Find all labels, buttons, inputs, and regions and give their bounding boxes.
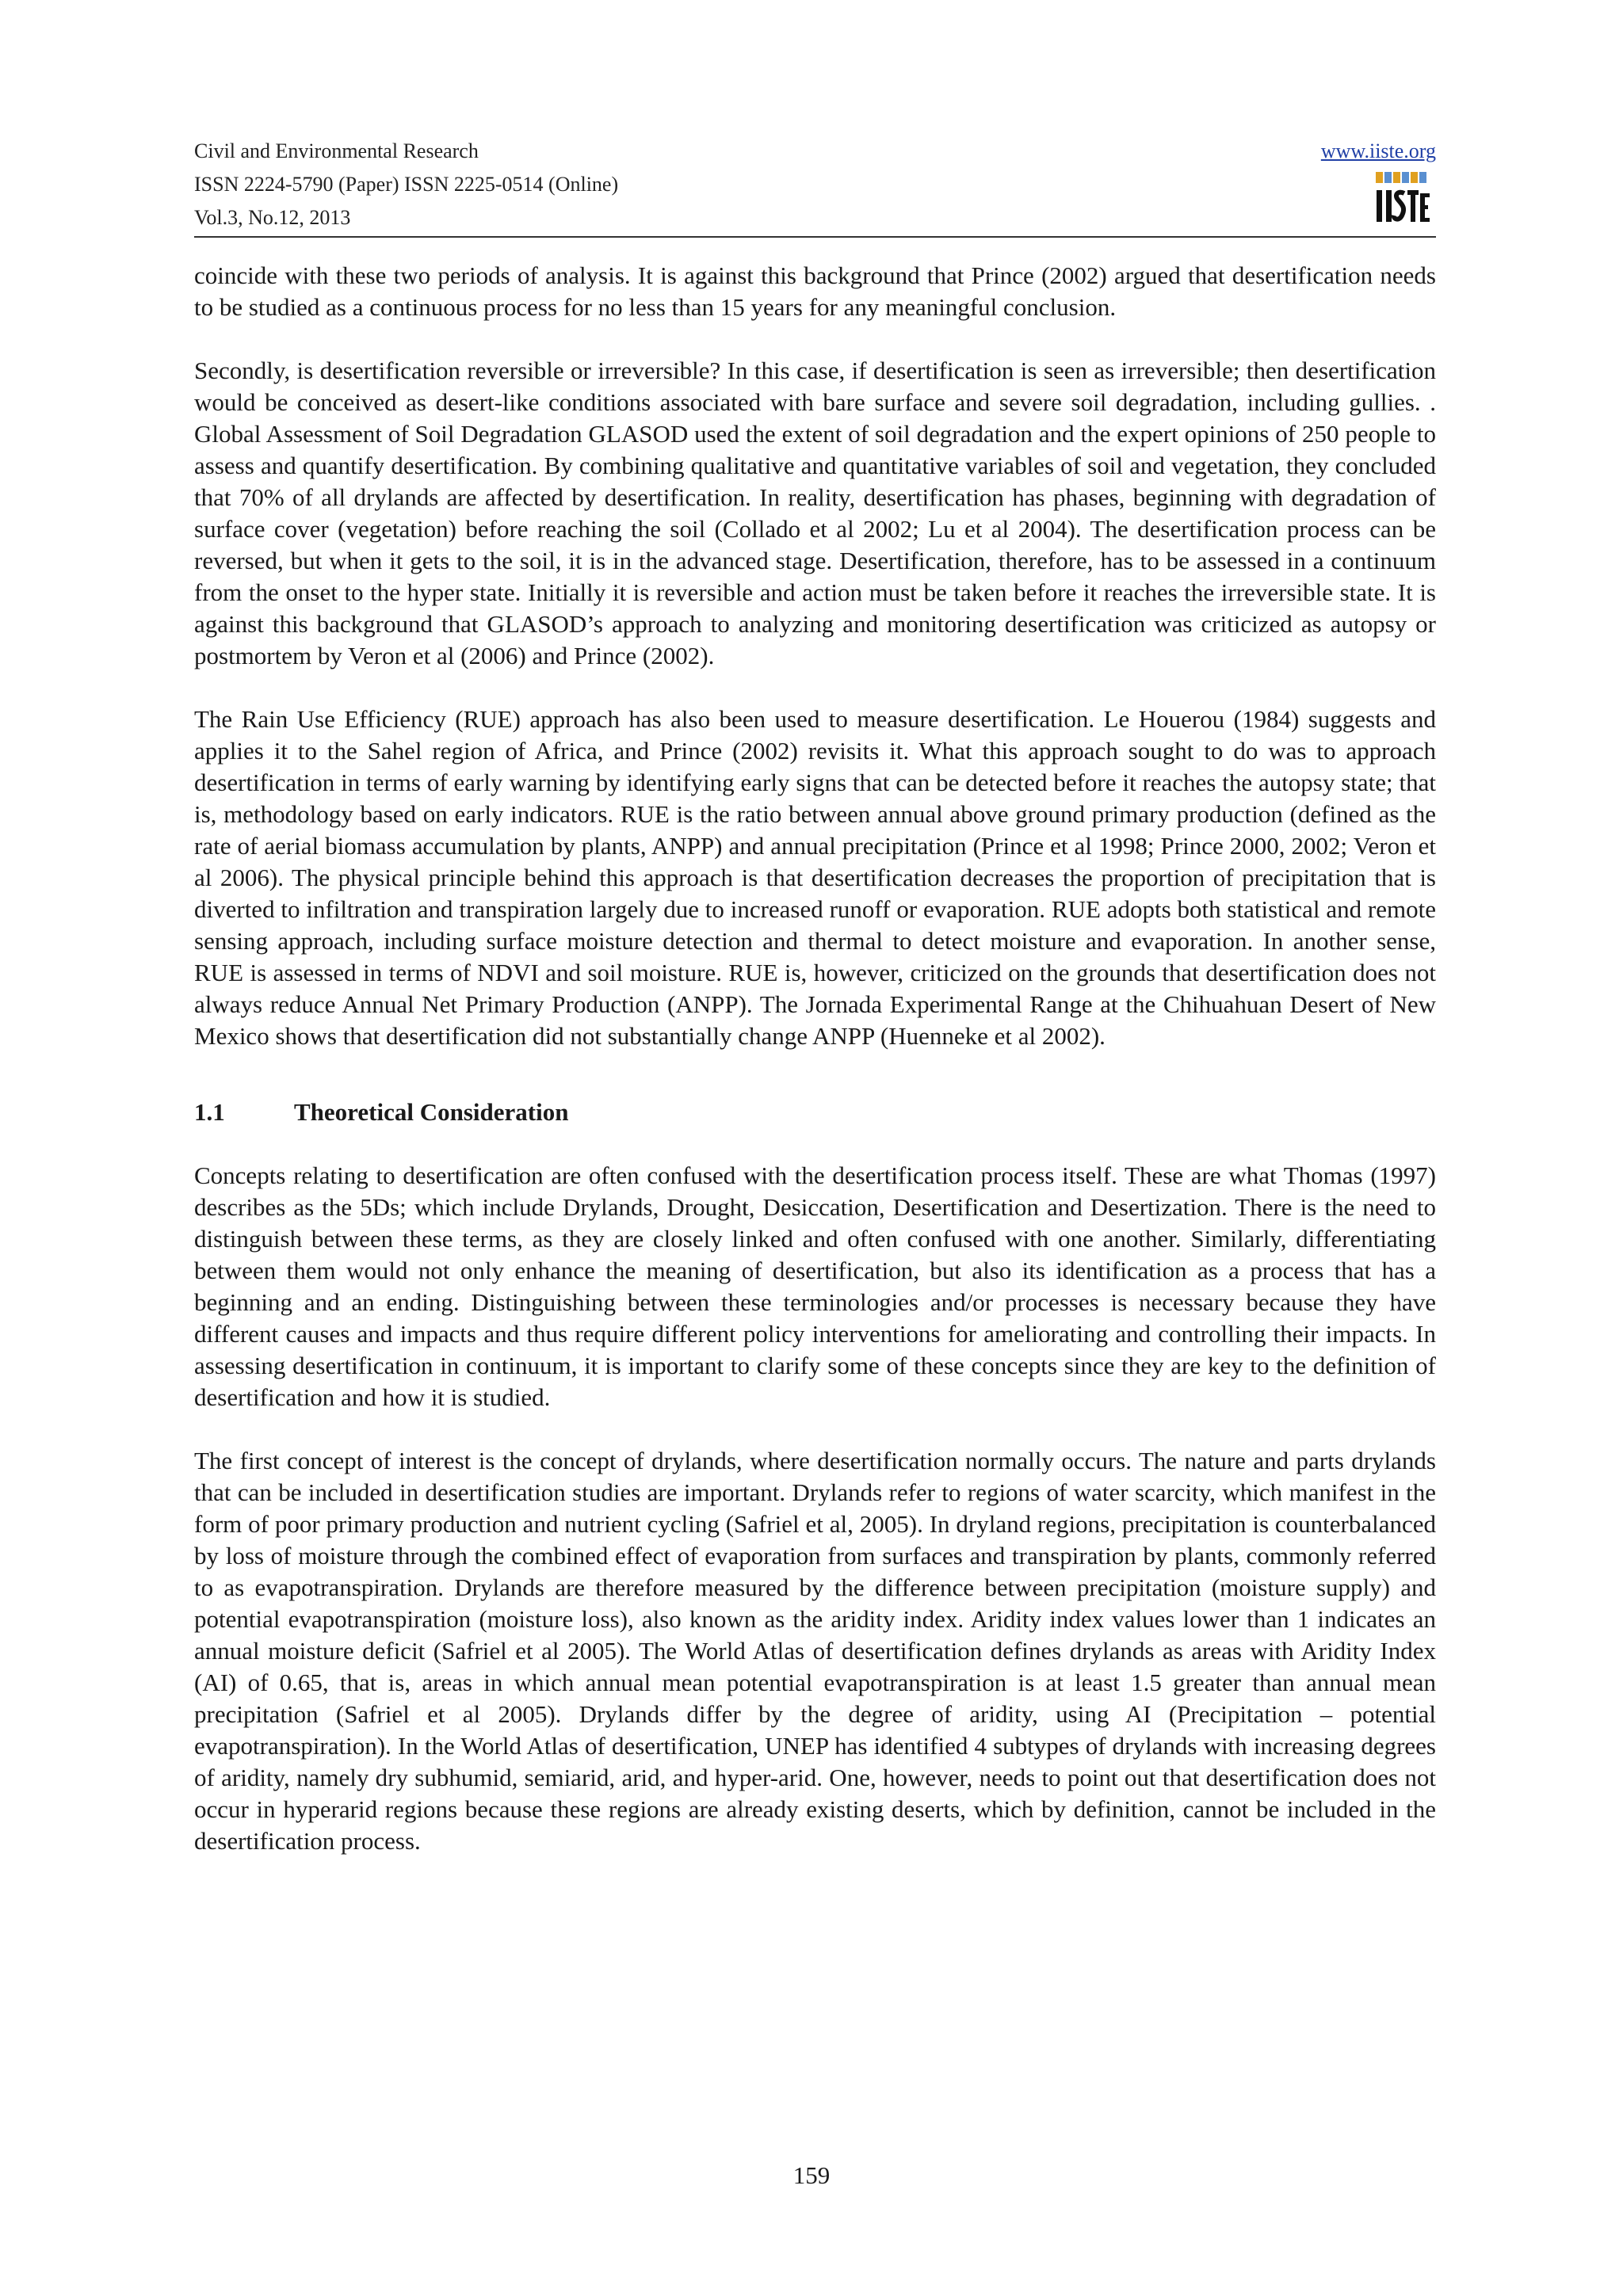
iiste-logo-icon xyxy=(1374,170,1431,227)
journal-url-link[interactable]: www.iiste.org xyxy=(1320,139,1436,162)
main-content xyxy=(194,260,1436,1889)
header-divider xyxy=(194,236,1436,238)
journal-issn: ISSN 2224-5790 (Paper) ISSN 2225-0514 (Online) xyxy=(194,173,619,196)
section-title: Theoretical Consideration xyxy=(294,1098,569,1126)
journal-info xyxy=(194,135,618,235)
page-number: 159 xyxy=(792,2161,831,2189)
journal-title: Civil and Environmental Research xyxy=(194,139,479,162)
paragraph-3: The Rain Use Efficiency (RUE) approach has also been used to measure desertification. Le Houerou (1984) suggests and applies it to the Sahel region of Africa, and Prince (2002) revisits it. What this approach sought to do was to approach desertification in terms of early warning by identifying early signs that can be detected before it reaches the autopsy state; that is, methodology based on early indicators. RUE is the ratio between annual above ground primary production (defined as the rate of aerial biomass accumulation by plants, ANPP) and annual precipitation (Prince et al 1998; Prince 2000, 2002; Veron et al 2006). The physical principle behind this approach is that desertification decreases the proportion of precipitation that is diverted to infiltration and transpiration largely due to increased runoff or evaporation. RUE adopts both statistical and remote sensing approach, including surface moisture detection and thermal to detect moisture and evaporation. In another sense, RUE is assessed in terms of NDVI and soil moisture. RUE is, however, criticized on the grounds that desertification does not always reduce Annual Net Primary Production (ANPP). The Jornada Experimental Range at the Chihuahuan Desert of New Mexico shows that desertification did not substantially change ANPP (Huenneke et al 2002). xyxy=(194,705,1436,1050)
section-paragraph-1: Concepts relating to desertification are often confused with the desertification process itself. These are what Thomas (1997) describes as the 5Ds; which include Drylands, Drought, Desiccation, Desertification and Desertization. There is the need to distinguish between these terms, as they are closely linked and often confused with one another. Similarly, differentiating between them would not only enhance the meaning of desertification, but also its identification as a process that has a beginning and an ending. Distinguishing between these terminologies and/or processes is necessary because they have different causes and impacts and thus require different policy interventions for ameliorating and controlling their impacts. In assessing desertification in continuum, it is important to clarify some of these concepts since they are key to the definition of desertification and how it is studied. xyxy=(194,1161,1436,1411)
page-header xyxy=(194,135,1436,239)
section-number: 1.1 xyxy=(194,1098,225,1126)
paragraph-2: Secondly, is desertification reversible or irreversible? In this case, if desertification is seen as irreversible; then desertification would be conceived as desert-like conditions associated with bare surface and severe soil degradation, including gullies. . Global Assessment of Soil Degradation GLASOD used the extent of soil degradation and the expert opinions of 250 people to assess and quantify desertification. By combining qualitative and quantitative variables of soil and vegetation, they concluded that 70% of all drylands are affected by desertification. In reality, desertification has phases, beginning with degradation of surface cover (vegetation) before reaching the soil (Collado et al 2002; Lu et al 2004). The desertification process can be reversed, but when it gets to the soil, it is in the advanced stage. Desertification, therefore, has to be assessed in a continuum from the onset to the hyper state. Initially it is reversible and action must be taken before it reaches the irreversible state. It is against this background that GLASOD’s approach to analyzing and monitoring desertification was criticized as autopsy or postmortem by Veron et al (2006) and Prince (2002). xyxy=(194,357,1436,669)
section-heading xyxy=(194,1097,1436,1128)
journal-branding xyxy=(1321,135,1436,168)
journal-volume: Vol.3, No.12, 2013 xyxy=(194,206,351,229)
paragraph-1: coincide with these two periods of analysis. It is against this background that Prince (2002) argued that desertification needs to be studied as a continuous process for no less than 15 years for any meaningful conclusion. xyxy=(194,261,1436,321)
section-paragraph-2: The first concept of interest is the concept of drylands, where desertification normally occurs. The nature and parts drylands that can be included in desertification studies are important. Drylands refer to regions of water scarcity, which manifest in the form of poor primary production and nutrient cycling (Safriel et al, 2005). In dryland regions, precipitation is counterbalanced by loss of moisture through the combined effect of evaporation from surfaces and transpiration by plants, commonly referred to as evapotranspiration. Drylands are therefore measured by the difference between precipitation (moisture supply) and potential evapotranspiration (moisture loss), also known as the aridity index. Aridity index values lower than 1 indicates an annual moisture deficit (Safriel et al 2005). The World Atlas of desertification defines drylands as areas with Aridity Index (AI) of 0.65, that is, areas in which annual mean potential evapotranspiration is at least 1.5 greater than annual mean precipitation (Safriel et al 2005). Drylands differ by the degree of aridity, using AI (Precipitation – potential evapotranspiration). In the World Atlas of desertification, UNEP has identified 4 subtypes of drylands with increasing degrees of aridity, namely dry subhumid, semiarid, arid, and hyper-arid. One, however, needs to point out that desertification does not occur in hyperarid regions because these regions are already existing deserts, which by definition, cannot be included in the desertification process. xyxy=(194,1447,1436,1855)
